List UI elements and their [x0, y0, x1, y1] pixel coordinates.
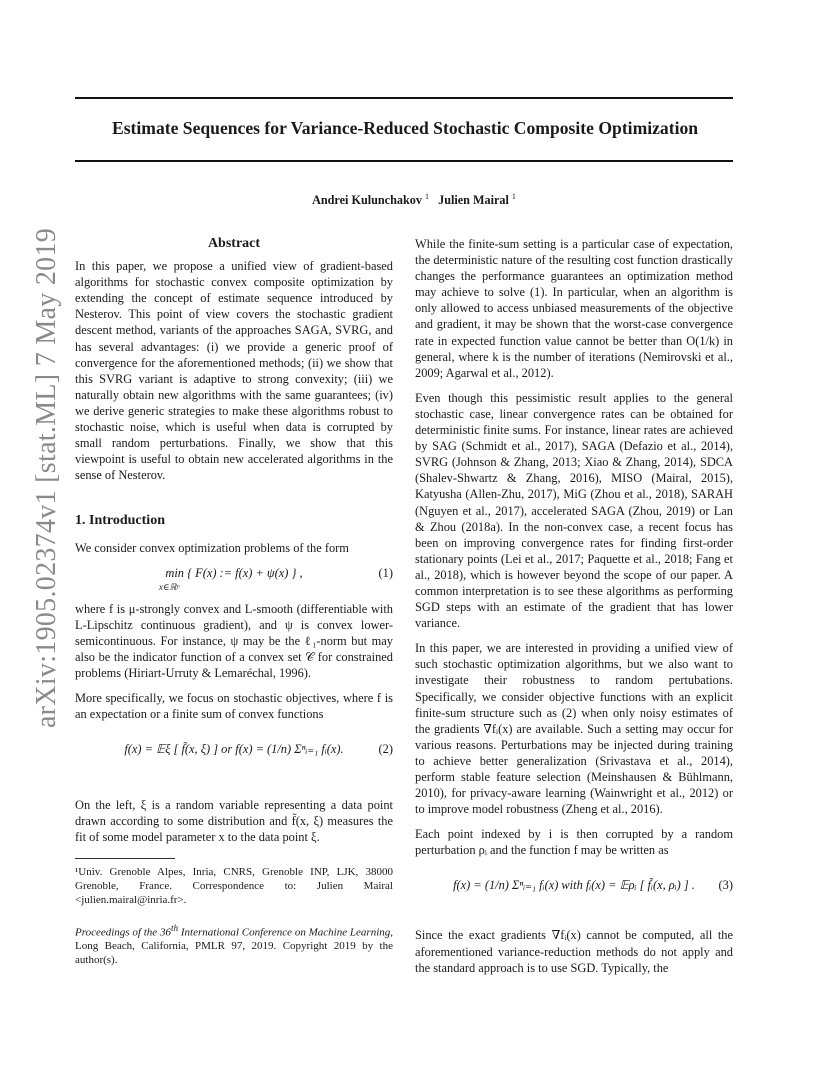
- equation-number: (1): [378, 565, 393, 580]
- paragraph: We consider convex optimization problems of the form: [75, 540, 349, 555]
- top-rule: [75, 97, 733, 99]
- author-name: Andrei Kulunchakov: [312, 193, 422, 208]
- equation-body: min { F(x) := f(x) + ψ(x) } ,: [165, 565, 303, 580]
- author-affiliation-mark: 1: [511, 192, 516, 201]
- paper-title: Estimate Sequences for Variance-Reduced Stochastic Composite Optimization: [111, 118, 699, 138]
- footnote-rule: [75, 858, 175, 859]
- equation-number: (3): [718, 878, 733, 893]
- paragraph: In this paper, we are interested in providing a unified view of such stochastic optimization algorithms, but we also want to investigate their robustness to random pertubations. Specifically, we consider objective functions with an explicit finite-sum structure such as (2) when only noisy estimates of the gradients ∇fᵢ(x) are available. Such a setting may occur for various reasons. Perturbations may be injected during training to achieve better generalization (Srivastava et al., 2014), perform stable feature selection (Meinshausen & Bühlmann, 2010), for privacy-aware learning (Wainwright et al., 2012) or to improve model robustness (Zheng et al., 2016).: [415, 641, 733, 817]
- equation-2: [75, 731, 393, 787]
- abstract-heading: Abstract: [207, 236, 261, 251]
- equation-body: f(x) = 𝔼ξ [ f̃(x, ξ) ] or f(x) = (1/n) Σⁿᵢ₌₁ fᵢ(x).: [124, 742, 344, 757]
- paragraph: Even though this pessimistic result applies to the general stochastic case, linear convergence rates can be obtained for deterministic finite sums. For instance, linear rates are achieved by SAG (Schmidt et al., 2017), SAGA (Defazio et al., 2014), SVRG (Johnson & Zhang, 2013; Xiao & Zhang, 2014), SDCA (Shalev-Shwartz & Zhang, 2016), MISO (Mairal, 2015), Katyusha (Allen-Zhu, 2017), MiG (Zhou et al., 2018), SARAH (Nguyen et al., 2017), accelerated SAGA (Zhou, 2019) or Lan & Zhou (2018a). In the non-convex case, a recent focus has been on improving convergence rates for finding first-order stationary points (Lei et al., 2017; Paquette et al., 2018; Fang et al., 2018), which is however beyond the scope of our paper. A common interpretation is to see these algorithms as performing SGD steps with an estimate of the gradient that has lower variance.: [415, 390, 733, 631]
- proceedings-venue: Proceedings of the 36: [75, 926, 171, 939]
- section-heading: 1. Introduction: [75, 513, 165, 529]
- paragraph: On the left, ξ is a random variable representing a data point drawn according to some distribution and f̃(x, ξ) measures the fit of some model parameter x to the data point ξ.: [75, 798, 393, 845]
- left-column: [75, 236, 393, 967]
- proceedings-note: Proceedings of the 36th International Conference on Machine Learning, Long Beach, California, PMLR 97, 2019. Copyright 2019 by the author(s).: [75, 922, 393, 967]
- right-column: [415, 236, 733, 985]
- author-affiliation-mark: 1: [424, 192, 429, 201]
- authors: [0, 192, 828, 208]
- equation-1: [75, 565, 393, 591]
- paragraph: While the finite-sum setting is a particular case of expectation, the deterministic nature of the resulting cost function drastically changes the performance guarantees an optimization method may achieve to solve (1). In particular, when an algorithm is only allowed to access unbiased measurements of the objective and gradient, it may be shown that the worst-case convergence rate in expected function value cannot be better than O(1/k) in general, where k is the number of iterations (Nemirovski et al., 2009; Agarwal et al., 2012).: [415, 237, 733, 380]
- paragraph: Each point indexed by i is then corrupted by a random perturbation ρᵢ and the function f may be written as: [415, 827, 733, 858]
- footnote: ¹Univ. Grenoble Alpes, Inria, CNRS, Grenoble INP, LJK, 38000 Grenoble, France. Correspondence to: Julien Mairal <julien.mairal@inria.fr>.: [75, 865, 393, 906]
- equation-body: f(x) = (1/n) Σⁿᵢ₌₁ fᵢ(x) with fᵢ(x) = 𝔼ρᵢ [ f̃ᵢ(x, ρᵢ) ] .: [453, 878, 695, 893]
- paragraph: More specifically, we focus on stochastic objectives, where f is an expectation or a finite sum of convex functions: [75, 691, 393, 722]
- author-name: Julien Mairal: [438, 193, 509, 208]
- equation-number: (2): [378, 742, 393, 757]
- paragraph: Since the exact gradients ∇fᵢ(x) cannot be computed, all the aforementioned variance-reduction methods do not apply and the standard approach is to use SGD. Typically, the: [415, 928, 733, 975]
- equation-subscript: x∈ℝᵖ: [158, 581, 180, 592]
- equation-3: [415, 867, 733, 917]
- title-rule: [75, 160, 733, 162]
- paragraph: where f is μ-strongly convex and L-smooth (differentiable with L-Lipschitz continuous gradient), and ψ is convex lower-semicontinuous. For instance, ψ may be the ℓ₁-norm but may also be the indicator function of a convex set 𝒞 for constrained problems (Hiriart-Urruty & Lemaréchal, 1996).: [75, 601, 393, 680]
- arxiv-identifier: arXiv:1905.02374v1 [stat.ML] 7 May 2019: [31, 227, 62, 729]
- abstract-text: In this paper, we propose a unified view of gradient-based algorithms for stochastic convex composite optimization by extending the concept of estimate sequence introduced by Nesterov. This point of view covers the stochastic gradient descent method, variants of the approaches SAGA, SVRG, and has several advantages: (i) we provide a generic proof of convergence for the aforementioned methods; (ii) we show that this SVRG variant is adaptive to strong convexity; (iii) we naturally obtain new algorithms with the same guarantees; (iv) we derive generic strategies to make these algorithms robust to stochastic noise, which is useful when data is corrupted by small random perturbations. Finally, we show that this viewpoint is useful to obtain new accelerated algorithms in the sense of Nesterov.: [75, 259, 393, 483]
